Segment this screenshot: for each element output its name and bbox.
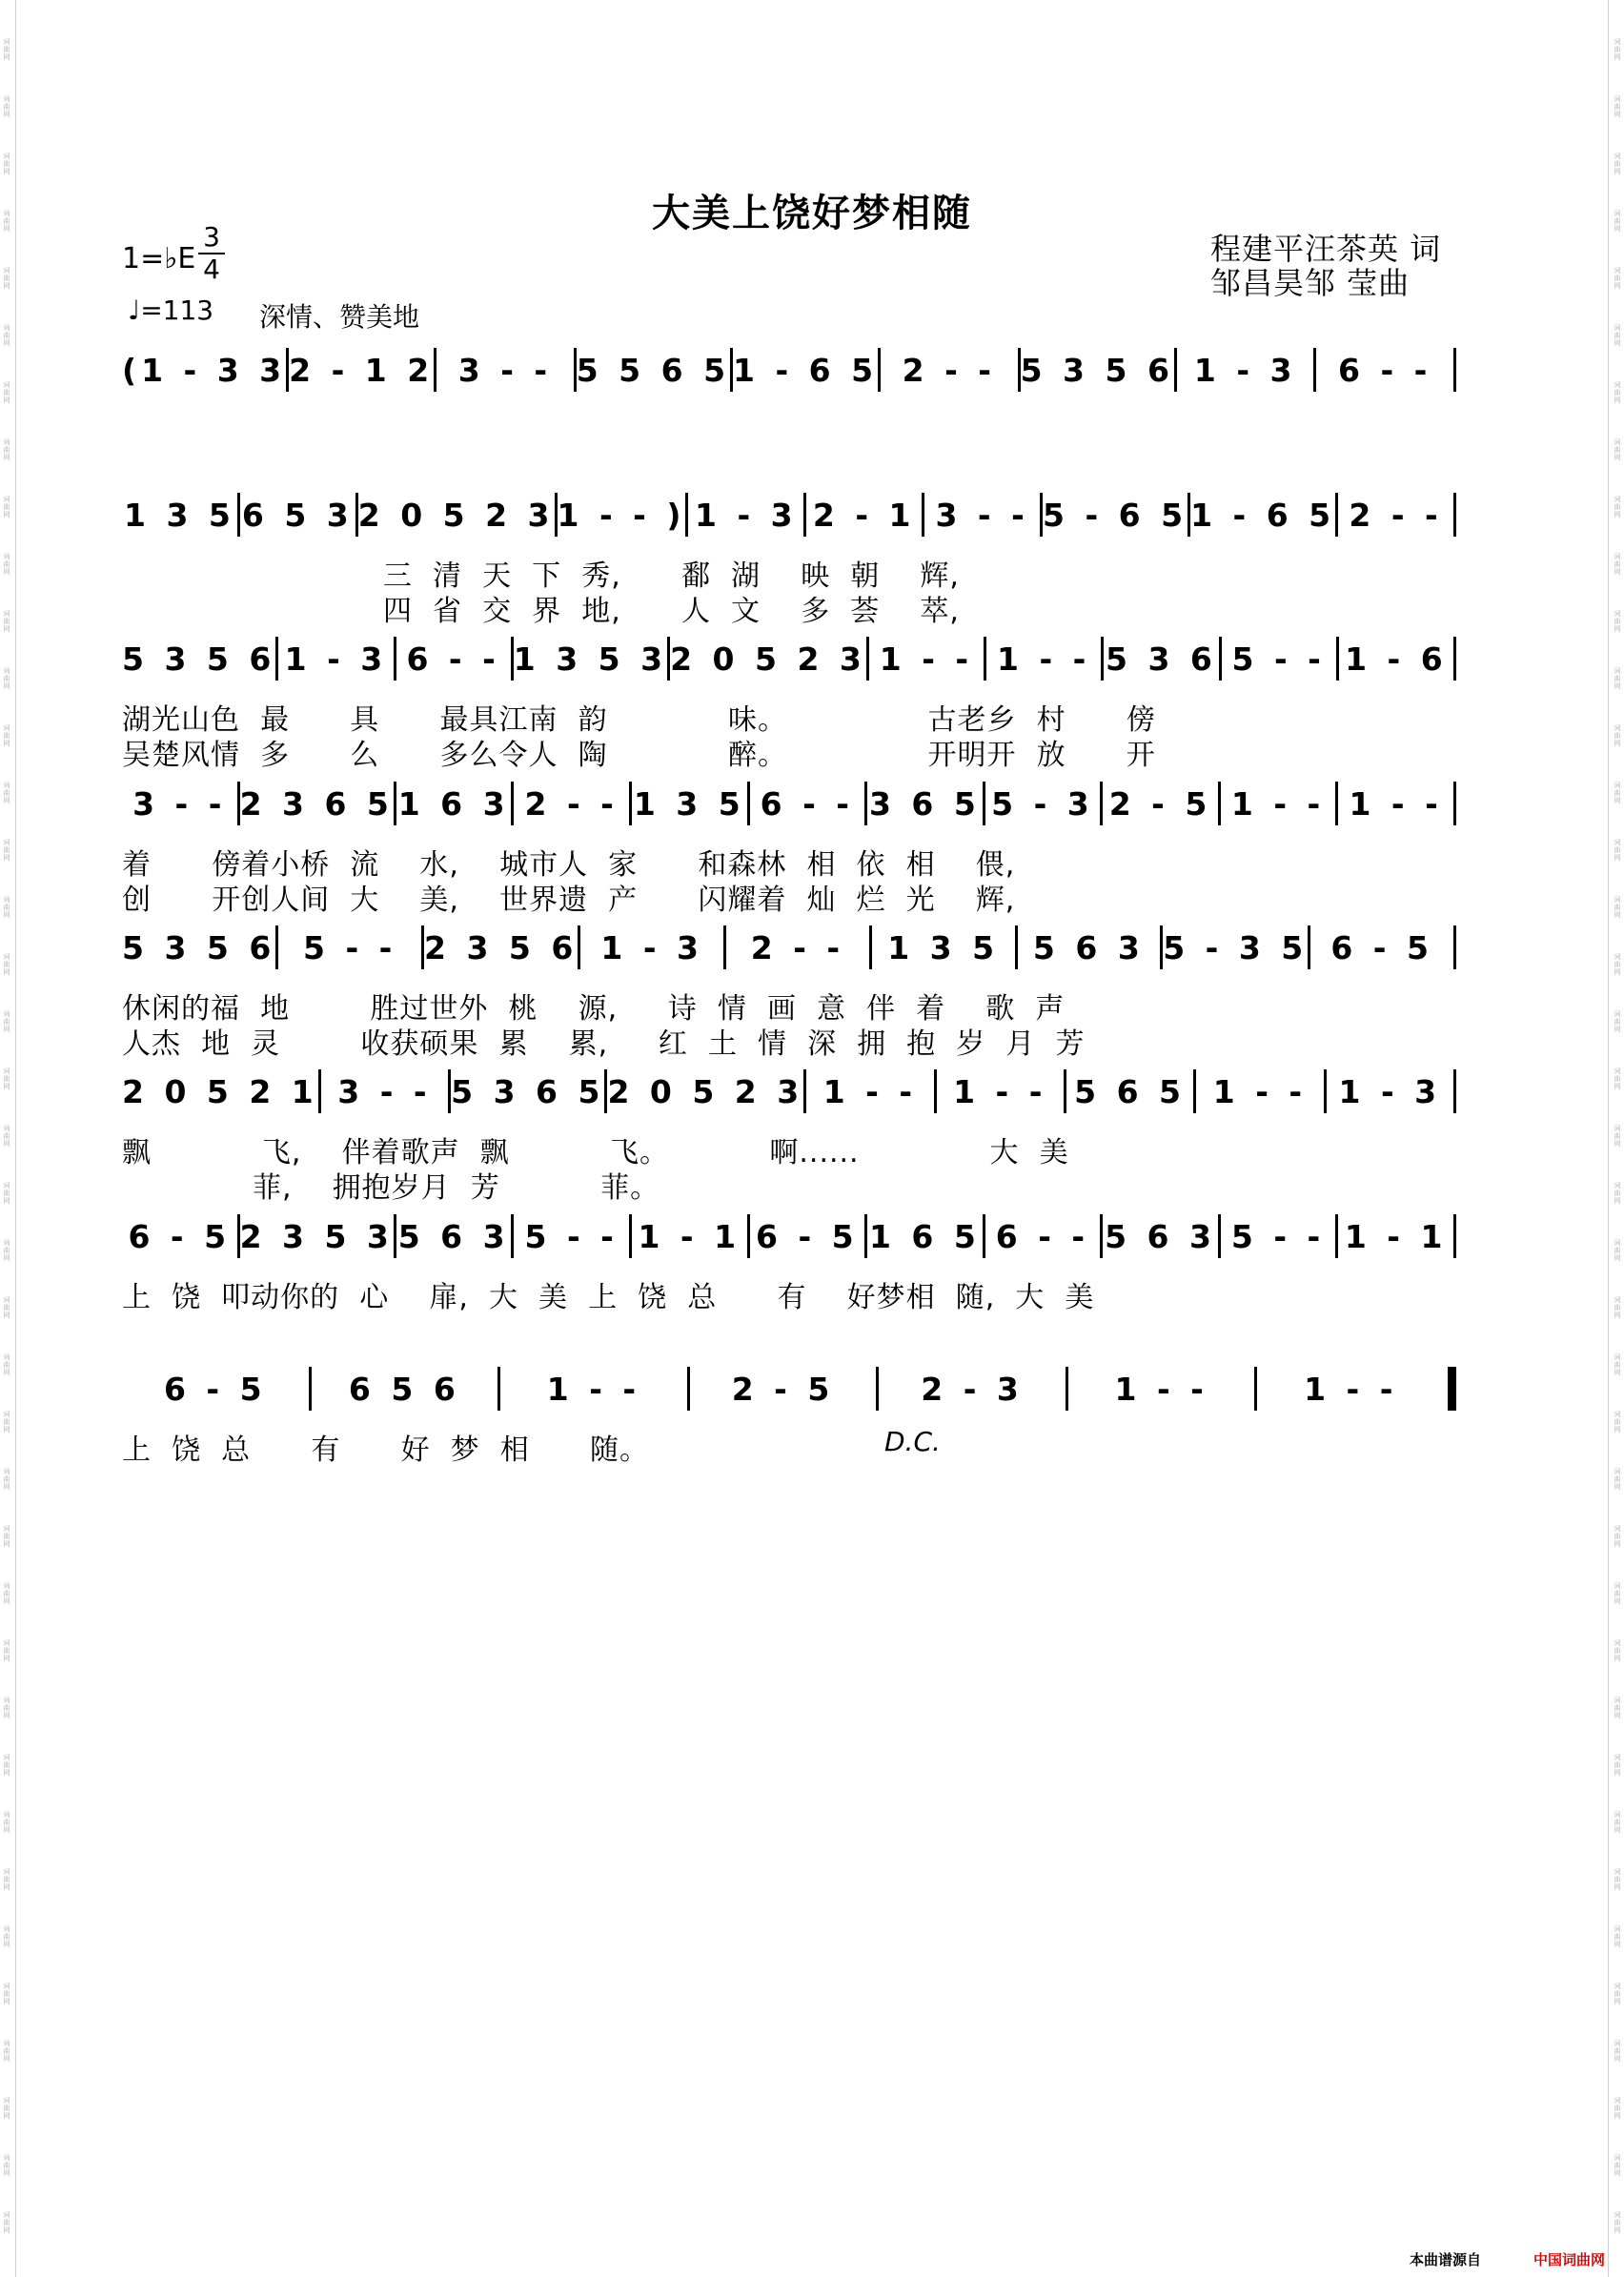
watermark-mark: 词曲网 (1614, 896, 1621, 919)
watermark-mark: 词曲网 (3, 2211, 10, 2234)
measure: 6 - - (760, 784, 855, 823)
lyric-line: 着 傍着小桥 流 水, 城市人 家 和森林 相 依 相 偎, (122, 848, 1016, 882)
time-signature (198, 223, 225, 284)
watermark-mark: 词曲网 (3, 38, 10, 61)
measure: 5 6 5 (1074, 1072, 1187, 1110)
watermark-mark: 词曲网 (3, 1582, 10, 1605)
footer-source-label: 本曲谱源自 (1409, 2251, 1481, 2268)
watermark-mark: 词曲网 (3, 438, 10, 461)
lyric-line: 飘 飞, 伴着歌声 飘 飞。 啊...... 大 美 (122, 1136, 1069, 1169)
watermark-mark: 词曲网 (3, 1982, 10, 2005)
measure: 3 - - (935, 496, 1029, 534)
watermark-mark: 词曲网 (1614, 1353, 1621, 1376)
measure: 6 5 3 (241, 496, 354, 534)
measure: 2 3 5 6 (424, 928, 579, 966)
notes-line (122, 1069, 1456, 1113)
measure: 2 - - (524, 784, 619, 823)
watermark-mark: 词曲网 (1614, 152, 1621, 175)
measure: 1 - - (1114, 1370, 1208, 1408)
watermark-mark: 词曲网 (3, 553, 10, 576)
watermark-mark: 词曲网 (3, 1125, 10, 1148)
measure: 1 - 1 (1344, 1217, 1448, 1255)
measure: 6 - 5 (756, 1217, 859, 1255)
notes-line (122, 493, 1456, 537)
composer-credit: 邹昌昊邹 莹曲 (1210, 265, 1411, 301)
watermark-mark: 词曲网 (1614, 610, 1621, 633)
barline (1453, 925, 1456, 969)
key-signature: 1=♭E (122, 242, 196, 275)
measure: 1 - - (1230, 784, 1326, 823)
measure: 1 3 5 (633, 784, 745, 823)
measure: 5 3 5 6 (122, 928, 276, 966)
da-capo-marking: D.C. (884, 1426, 941, 1457)
measure: 5 3 6 (1106, 640, 1217, 678)
barline (1453, 782, 1456, 825)
measure: 1 - 3 (1338, 1072, 1442, 1110)
score-row (122, 1214, 1456, 1314)
barline (1453, 348, 1456, 392)
lyric-line: 人杰 地 灵 收获硕果 累 累, 红 土 情 深 拥 抱 岁 月 芳 (122, 1027, 1086, 1061)
watermark-mark: 词曲网 (3, 1868, 10, 1891)
watermark-mark: 词曲网 (3, 782, 10, 804)
measure: 1 - 6 5 (1190, 496, 1336, 534)
watermark-mark: 词曲网 (1614, 210, 1621, 233)
measure: 6 - - (995, 1217, 1090, 1255)
watermark-mark: 词曲网 (3, 839, 10, 862)
measure: 1 - 1 (638, 1217, 741, 1255)
watermark-mark: 词曲网 (1614, 1010, 1621, 1033)
watermark-mark: 词曲网 (3, 1697, 10, 1719)
measure: 5 6 3 (1032, 928, 1145, 966)
watermark-mark: 词曲网 (3, 152, 10, 175)
measure: 2 - - (902, 351, 997, 389)
watermark-mark: 词曲网 (1614, 1639, 1621, 1662)
measure: 2 0 5 2 3 (670, 640, 866, 678)
measure: 1 - 3 (600, 928, 703, 966)
measure: 6 - - (406, 640, 500, 678)
measure: 5 - 3 (991, 784, 1094, 823)
barline (1453, 493, 1456, 537)
notes-line (122, 782, 1456, 825)
watermark-mark: 词曲网 (3, 953, 10, 976)
watermark-mark: 词曲网 (3, 496, 10, 518)
measure: 2 - - (1349, 496, 1443, 534)
watermark-mark: 词曲网 (1614, 1468, 1621, 1491)
measure: 1 - - (546, 1370, 641, 1408)
left-watermark-strip (0, 0, 13, 2277)
watermark-mark: 词曲网 (1614, 1754, 1621, 1777)
measure: 5 3 5 6 (1020, 351, 1174, 389)
notes-line (122, 1214, 1456, 1258)
watermark-mark: 词曲网 (3, 2154, 10, 2177)
watermark-mark: 词曲网 (3, 1067, 10, 1090)
watermark-mark: 词曲网 (3, 1754, 10, 1777)
notes-line (122, 925, 1456, 969)
measure: 5 - - (524, 1217, 619, 1255)
score-row (122, 637, 1456, 772)
measure: 1 - - (879, 640, 974, 678)
measure: 1 - - (822, 1072, 918, 1110)
right-watermark-strip (1611, 0, 1624, 2277)
watermark-mark: 词曲网 (1614, 1811, 1621, 1834)
watermark-mark: 词曲网 (3, 2097, 10, 2120)
watermark-mark: 词曲网 (3, 1411, 10, 1433)
measure: 6 - 5 (1330, 928, 1433, 966)
measure: 5 - 3 5 (1163, 928, 1309, 966)
lyric-line: 四 省 交 界 地, 人 文 多 荟 萃, (122, 595, 960, 628)
watermark-mark: 词曲网 (1614, 438, 1621, 461)
measure: 1 - 3 (284, 640, 388, 678)
watermark-mark: 词曲网 (3, 1639, 10, 1662)
watermark-mark: 词曲网 (3, 210, 10, 233)
measure: 6 5 6 (348, 1370, 460, 1408)
barline (1453, 1214, 1456, 1258)
score-row (122, 1367, 1456, 1467)
lyric-line: 湖光山色 最 具 最具江南 韵 味。 古老乡 村 傍 (122, 703, 1156, 737)
measure: 1 3 5 (887, 928, 1000, 966)
watermark-mark: 词曲网 (3, 1010, 10, 1033)
lyric-line: 休闲的福 地 胜过世外 桃 源, 诗 情 画 意 伴 着 歌 声 (122, 992, 1066, 1026)
watermark-mark: 词曲网 (1614, 496, 1621, 518)
watermark-mark: 词曲网 (1614, 1296, 1621, 1319)
measure: 5 - 6 5 (1043, 496, 1188, 534)
watermark-mark: 词曲网 (3, 1182, 10, 1205)
watermark-mark: 词曲网 (3, 324, 10, 347)
measure: 1 6 3 (397, 784, 510, 823)
watermark-mark: 词曲网 (1614, 324, 1621, 347)
measure: 1 - - (997, 640, 1091, 678)
measure: 3 - - (457, 351, 553, 389)
lyric-line: 上 饶 总 有 好 梦 相 随。 (122, 1433, 649, 1467)
measure: 3 6 5 (868, 784, 981, 823)
measure: 1 - 6 5 (733, 351, 879, 389)
lyric-line: 菲, 拥抱岁月 芳 菲。 (122, 1171, 660, 1205)
watermark-mark: 词曲网 (3, 610, 10, 633)
watermark-mark: 词曲网 (1614, 1239, 1621, 1262)
measure: 2 - 5 (1108, 784, 1212, 823)
time-signature-top: 3 (203, 221, 220, 253)
watermark-mark: 词曲网 (1614, 782, 1621, 804)
watermark-mark: 词曲网 (3, 267, 10, 290)
measure: 1 6 5 (868, 1217, 981, 1255)
measure: 3 - - (132, 784, 227, 823)
measure: 2 - 1 2 (289, 351, 435, 389)
measure: 5 6 3 (1105, 1217, 1216, 1255)
measure: 1 - - (1349, 784, 1443, 823)
watermark-mark: 词曲网 (1614, 1125, 1621, 1148)
lyric-line: 上 饶 叩动你的 心 扉, 大 美 上 饶 总 有 好梦相 随, 大 美 (122, 1281, 1095, 1314)
expression-marking: 深情、赞美地 (259, 301, 420, 333)
watermark-mark: 词曲网 (3, 1296, 10, 1319)
watermark-mark: 词曲网 (1614, 667, 1621, 690)
watermark-mark: 词曲网 (3, 95, 10, 118)
watermark-mark: 词曲网 (1614, 2097, 1621, 2120)
measure: 3 - - (337, 1072, 432, 1110)
measure: 2 - 5 (731, 1370, 835, 1408)
watermark-mark: 词曲网 (1614, 724, 1621, 747)
measure: 2 3 6 5 (239, 784, 394, 823)
measure: 2 0 5 2 3 (357, 496, 555, 534)
watermark-mark: 词曲网 (3, 2040, 10, 2063)
time-signature-bottom: 4 (203, 254, 220, 285)
measure: 2 3 5 3 (239, 1217, 394, 1255)
lyric-line: 创 开创人间 大 美, 世界遗 产 闪耀着 灿 烂 光 辉, (122, 884, 1016, 917)
barline (1453, 637, 1456, 681)
measure: 5 5 6 5 (576, 351, 731, 389)
watermark-mark: 词曲网 (1614, 1697, 1621, 1719)
final-barline (1448, 1367, 1456, 1411)
measure: 1 - - ) (557, 496, 686, 534)
watermark-mark: 词曲网 (1614, 1925, 1621, 1948)
lyric-line: 吴楚风情 多 么 多么令人 陶 醉。 开明开 放 开 (122, 739, 1156, 772)
watermark-mark: 词曲网 (3, 1353, 10, 1376)
watermark-mark: 词曲网 (1614, 953, 1621, 976)
measure: 2 - - (750, 928, 845, 966)
notes-line (122, 637, 1456, 681)
score-row (122, 493, 1456, 628)
song-title: 大美上饶好梦相随 (652, 192, 972, 235)
right-frame-line (1608, 0, 1609, 2277)
watermark-mark: 词曲网 (3, 896, 10, 919)
measure: 5 6 3 (397, 1217, 510, 1255)
measure: 1 3 5 (124, 496, 235, 534)
measure: 1 - 6 (1345, 640, 1448, 678)
measure: 6 - - (1338, 351, 1432, 389)
watermark-mark: 词曲网 (3, 1239, 10, 1262)
score-row (122, 782, 1456, 917)
measure: 5 - - (1231, 640, 1326, 678)
measure: 2 0 5 2 1 (122, 1072, 318, 1110)
watermark-mark: 词曲网 (3, 1468, 10, 1491)
watermark-mark: 词曲网 (3, 381, 10, 404)
footer-site-link[interactable]: 中国词曲网 (1533, 2251, 1605, 2268)
measure: 1 - 3 (695, 496, 798, 534)
measure: (1 - 3 3 (122, 351, 287, 389)
watermark-mark: 词曲网 (1614, 1982, 1621, 2005)
measure: 1 - - (953, 1072, 1047, 1110)
watermark-mark: 词曲网 (1614, 1411, 1621, 1433)
watermark-mark: 词曲网 (3, 667, 10, 690)
barline (1453, 1069, 1456, 1113)
lyric-line: 三 清 天 下 秀, 鄱 湖 映 朝 辉, (122, 559, 960, 593)
watermark-mark: 词曲网 (1614, 839, 1621, 862)
watermark-mark: 词曲网 (1614, 1182, 1621, 1205)
measure: 2 - 3 (921, 1370, 1024, 1408)
measure: 2 - 1 (812, 496, 916, 534)
watermark-mark: 词曲网 (1614, 1868, 1621, 1891)
tempo-marking: ♩=113 (128, 295, 214, 326)
watermark-mark: 词曲网 (1614, 38, 1621, 61)
measure: 6 - 5 (163, 1370, 267, 1408)
measure: 1 - - (1304, 1370, 1398, 1408)
watermark-mark: 词曲网 (1614, 381, 1621, 404)
watermark-mark: 词曲网 (1614, 553, 1621, 576)
measure: 1 - 3 (1193, 351, 1297, 389)
score-row (122, 925, 1456, 1061)
watermark-mark: 词曲网 (1614, 1525, 1621, 1548)
measure: 5 3 5 6 (122, 640, 276, 678)
measure: 5 - - (1230, 1217, 1326, 1255)
measure: 2 0 5 2 3 (607, 1072, 804, 1110)
watermark-mark: 词曲网 (1614, 2154, 1621, 2177)
watermark-mark: 词曲网 (1614, 1582, 1621, 1605)
watermark-mark: 词曲网 (1614, 95, 1621, 118)
score-row (122, 1069, 1456, 1205)
watermark-mark: 词曲网 (3, 1811, 10, 1834)
watermark-mark: 词曲网 (3, 1525, 10, 1548)
measure: 5 - - (303, 928, 397, 966)
measure: 5 3 6 5 (451, 1072, 605, 1110)
watermark-mark: 词曲网 (3, 1925, 10, 1948)
score-row (122, 348, 1456, 392)
watermark-mark: 词曲网 (1614, 2040, 1621, 2063)
watermark-mark: 词曲网 (1614, 1067, 1621, 1090)
left-frame-line (15, 0, 16, 2277)
watermark-mark: 词曲网 (3, 724, 10, 747)
notes-line (122, 1367, 1456, 1411)
lyricist-credit: 程建平汪茶英 词 (1210, 231, 1442, 267)
notes-line (122, 348, 1456, 392)
measure: 1 - - (1212, 1072, 1308, 1110)
measure: 6 - 5 (128, 1217, 232, 1255)
watermark-mark: 词曲网 (1614, 267, 1621, 290)
measure: 1 3 5 3 (513, 640, 668, 678)
watermark-mark: 词曲网 (1614, 2211, 1621, 2234)
